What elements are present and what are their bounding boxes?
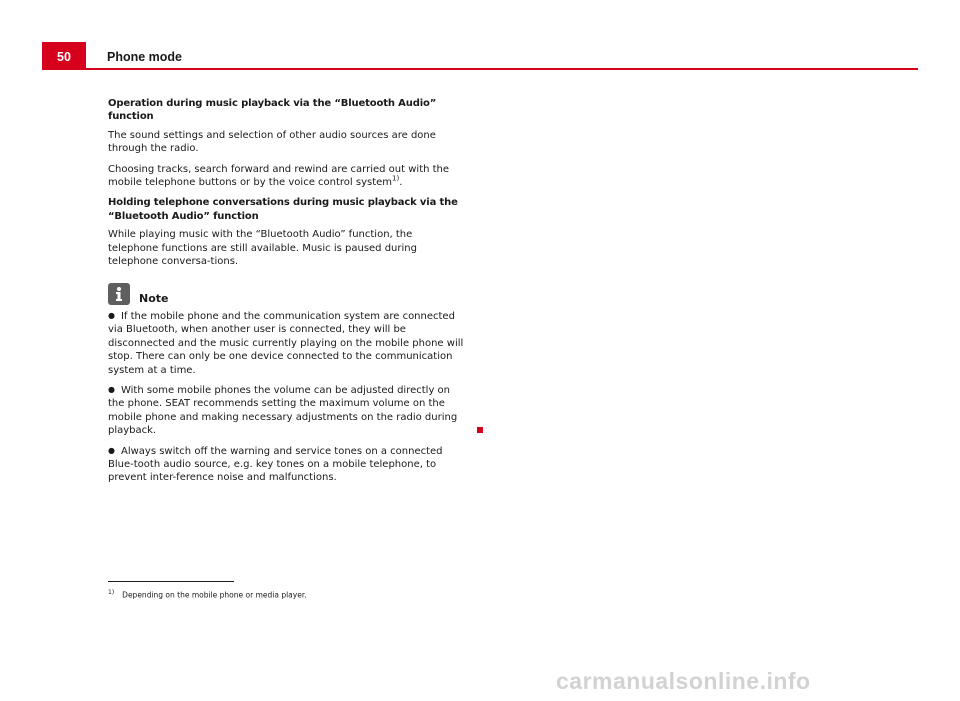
paragraph-sound-settings: The sound settings and selection of other audio sources are done through the radio. (108, 129, 436, 155)
footnote-divider (108, 581, 234, 582)
note-item-text: If the mobile phone and the communication system are connected via Bluetooth, when another user is connected, they will be disconnected and the music currently playing on the mobile phone will stop. There can only be one device connected to the communication system at a time. (108, 310, 464, 376)
note-item-text: Always switch off the warning and service tones on a connected Blue-tooth audio source, e.g. key tones on a mobile telephone, to prevent inter-ference noise and malfunctions. (108, 445, 443, 484)
note-item (108, 310, 464, 377)
note-label: Note (139, 292, 169, 306)
bullet-icon: ● (108, 445, 115, 455)
info-glyph-icon (112, 286, 126, 302)
paragraph-choosing-tracks (108, 163, 464, 190)
section-end-marker (477, 427, 483, 433)
chapter-title: Phone mode (107, 50, 183, 64)
sentence-end: . (399, 177, 403, 189)
watermark: carmanualsonline.info (556, 668, 811, 694)
footnote-text: Depending on the mobile phone or media player. (122, 590, 307, 600)
footnote (108, 589, 307, 600)
section-heading-bluetooth-audio: Operation during music playback via the “Bluetooth Audio” function (108, 98, 437, 123)
footnote-mark: 1) (108, 589, 115, 596)
bullet-icon: ● (108, 310, 115, 320)
page-number: 50 (42, 42, 86, 68)
bullet-icon: ● (108, 384, 115, 394)
page-header (42, 42, 918, 70)
info-icon (108, 283, 130, 305)
footnote-reference: 1) (392, 174, 400, 183)
note-item (108, 445, 464, 485)
note-item-text: With some mobile phones the volume can be adjusted directly on the phone. SEAT recommends setting the maximum volume on the mobile phone and making necessary adjustments on the radio during playback. (108, 384, 458, 437)
note-header (108, 282, 464, 305)
main-column (108, 97, 464, 492)
paragraph-choosing-tracks-text: Choosing tracks, search forward and rewind are carried out with the mobile telephone buttons or by the voice control system (108, 163, 450, 189)
section-heading-telephone-conversations: Holding telephone conversations during music playback via the “Bluetooth Audio” function (108, 197, 458, 222)
note-item (108, 384, 464, 438)
paragraph-playing-music: While playing music with the “Bluetooth Audio” function, the telephone functions are still available. Music is paused during telephone conversa-tions. (108, 229, 417, 268)
